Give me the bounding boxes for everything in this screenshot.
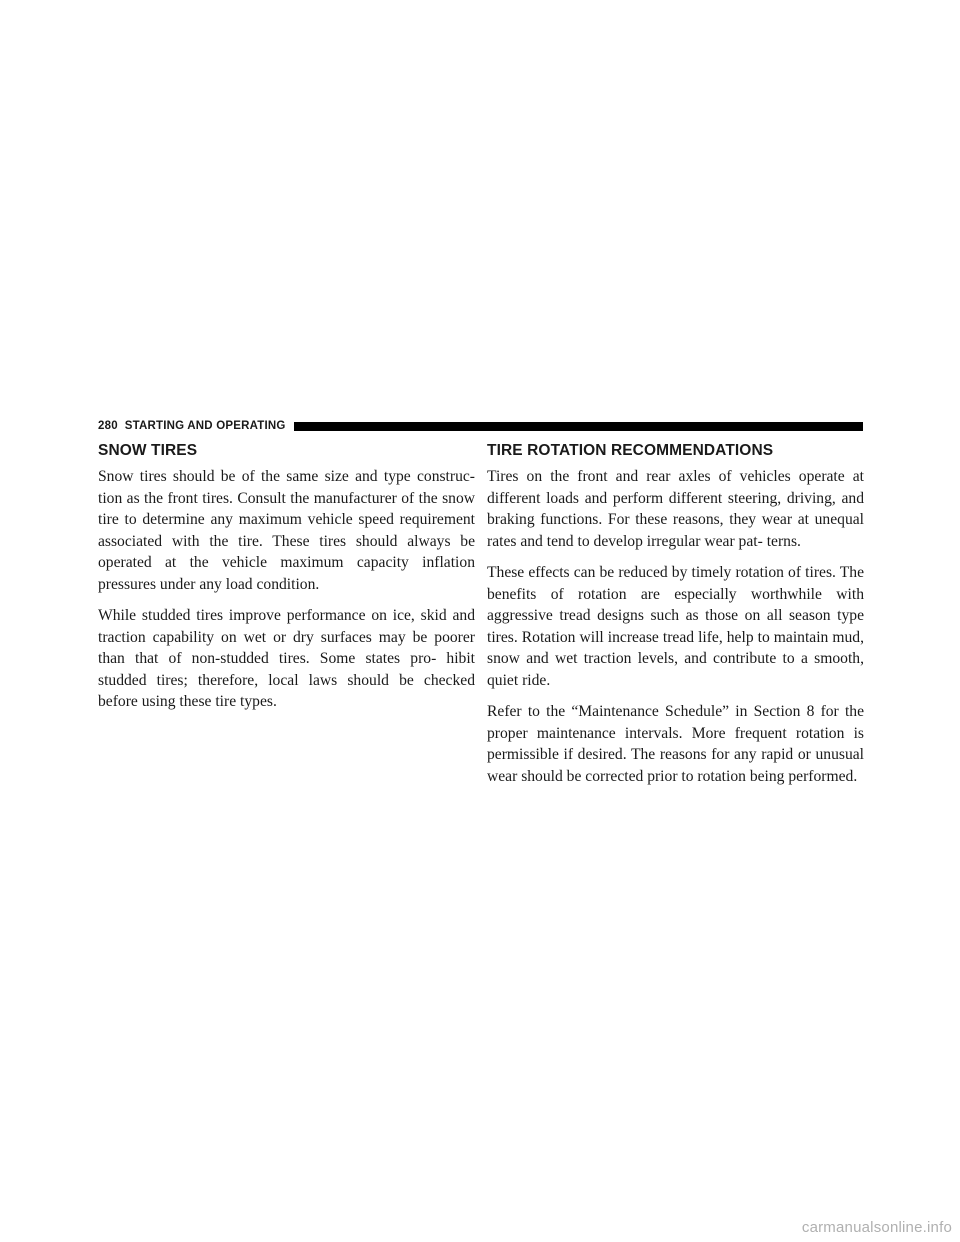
tire-rotation-paragraph-1: Tires on the front and rear axles of vehicles operate at different loads and perform different steering, driving, and braking functions. For these reasons, they wear at unequal rates and tend to develop irregular wear pat- terns. — [487, 468, 864, 550]
left-column — [98, 440, 475, 723]
snow-tires-paragraph-2: While studded tires improve performance on ice, skid and traction capability on wet or dry surfaces may be poorer than that of non-studded tires. Some states pro- hibit studded tires; therefore, local laws should be checked before using these tire types. — [98, 607, 475, 710]
tire-rotation-paragraph-3: Refer to the “Maintenance Schedule” in Section 8 for the proper maintenance intervals. More frequent rotation is permissible if desired. The reasons for any rapid or unusual wear should be corrected prior to rotation being performed. — [487, 703, 864, 785]
tire-rotation-paragraph-2: These effects can be reduced by timely rotation of tires. The benefits of rotation are especially worthwhile with aggressive tread designs such as those on all season type tires. Rotation will increase tread life, help to maintain mud, snow and wet traction levels, and contribute to a smooth, quiet ride. — [487, 564, 864, 689]
snow-tires-heading: SNOW TIRES — [98, 442, 198, 459]
right-column — [487, 440, 864, 797]
page-number: 280 — [98, 420, 118, 432]
section-title: STARTING AND OPERATING — [124, 420, 286, 432]
page-header — [98, 418, 863, 434]
snow-tires-paragraph-1: Snow tires should be of the same size and type construc- tion as the front tires. Consult the manufacturer of the snow tire to determine any maximum vehicle speed requirement associated with the tire. These tires should always be operated at the vehicle maximum capacity inflation pressures under any load condition. — [98, 468, 475, 593]
watermark-text: carmanualsonline.info — [801, 1219, 952, 1236]
header-rule — [294, 422, 863, 431]
tire-rotation-heading: TIRE ROTATION RECOMMENDATIONS — [487, 442, 774, 459]
